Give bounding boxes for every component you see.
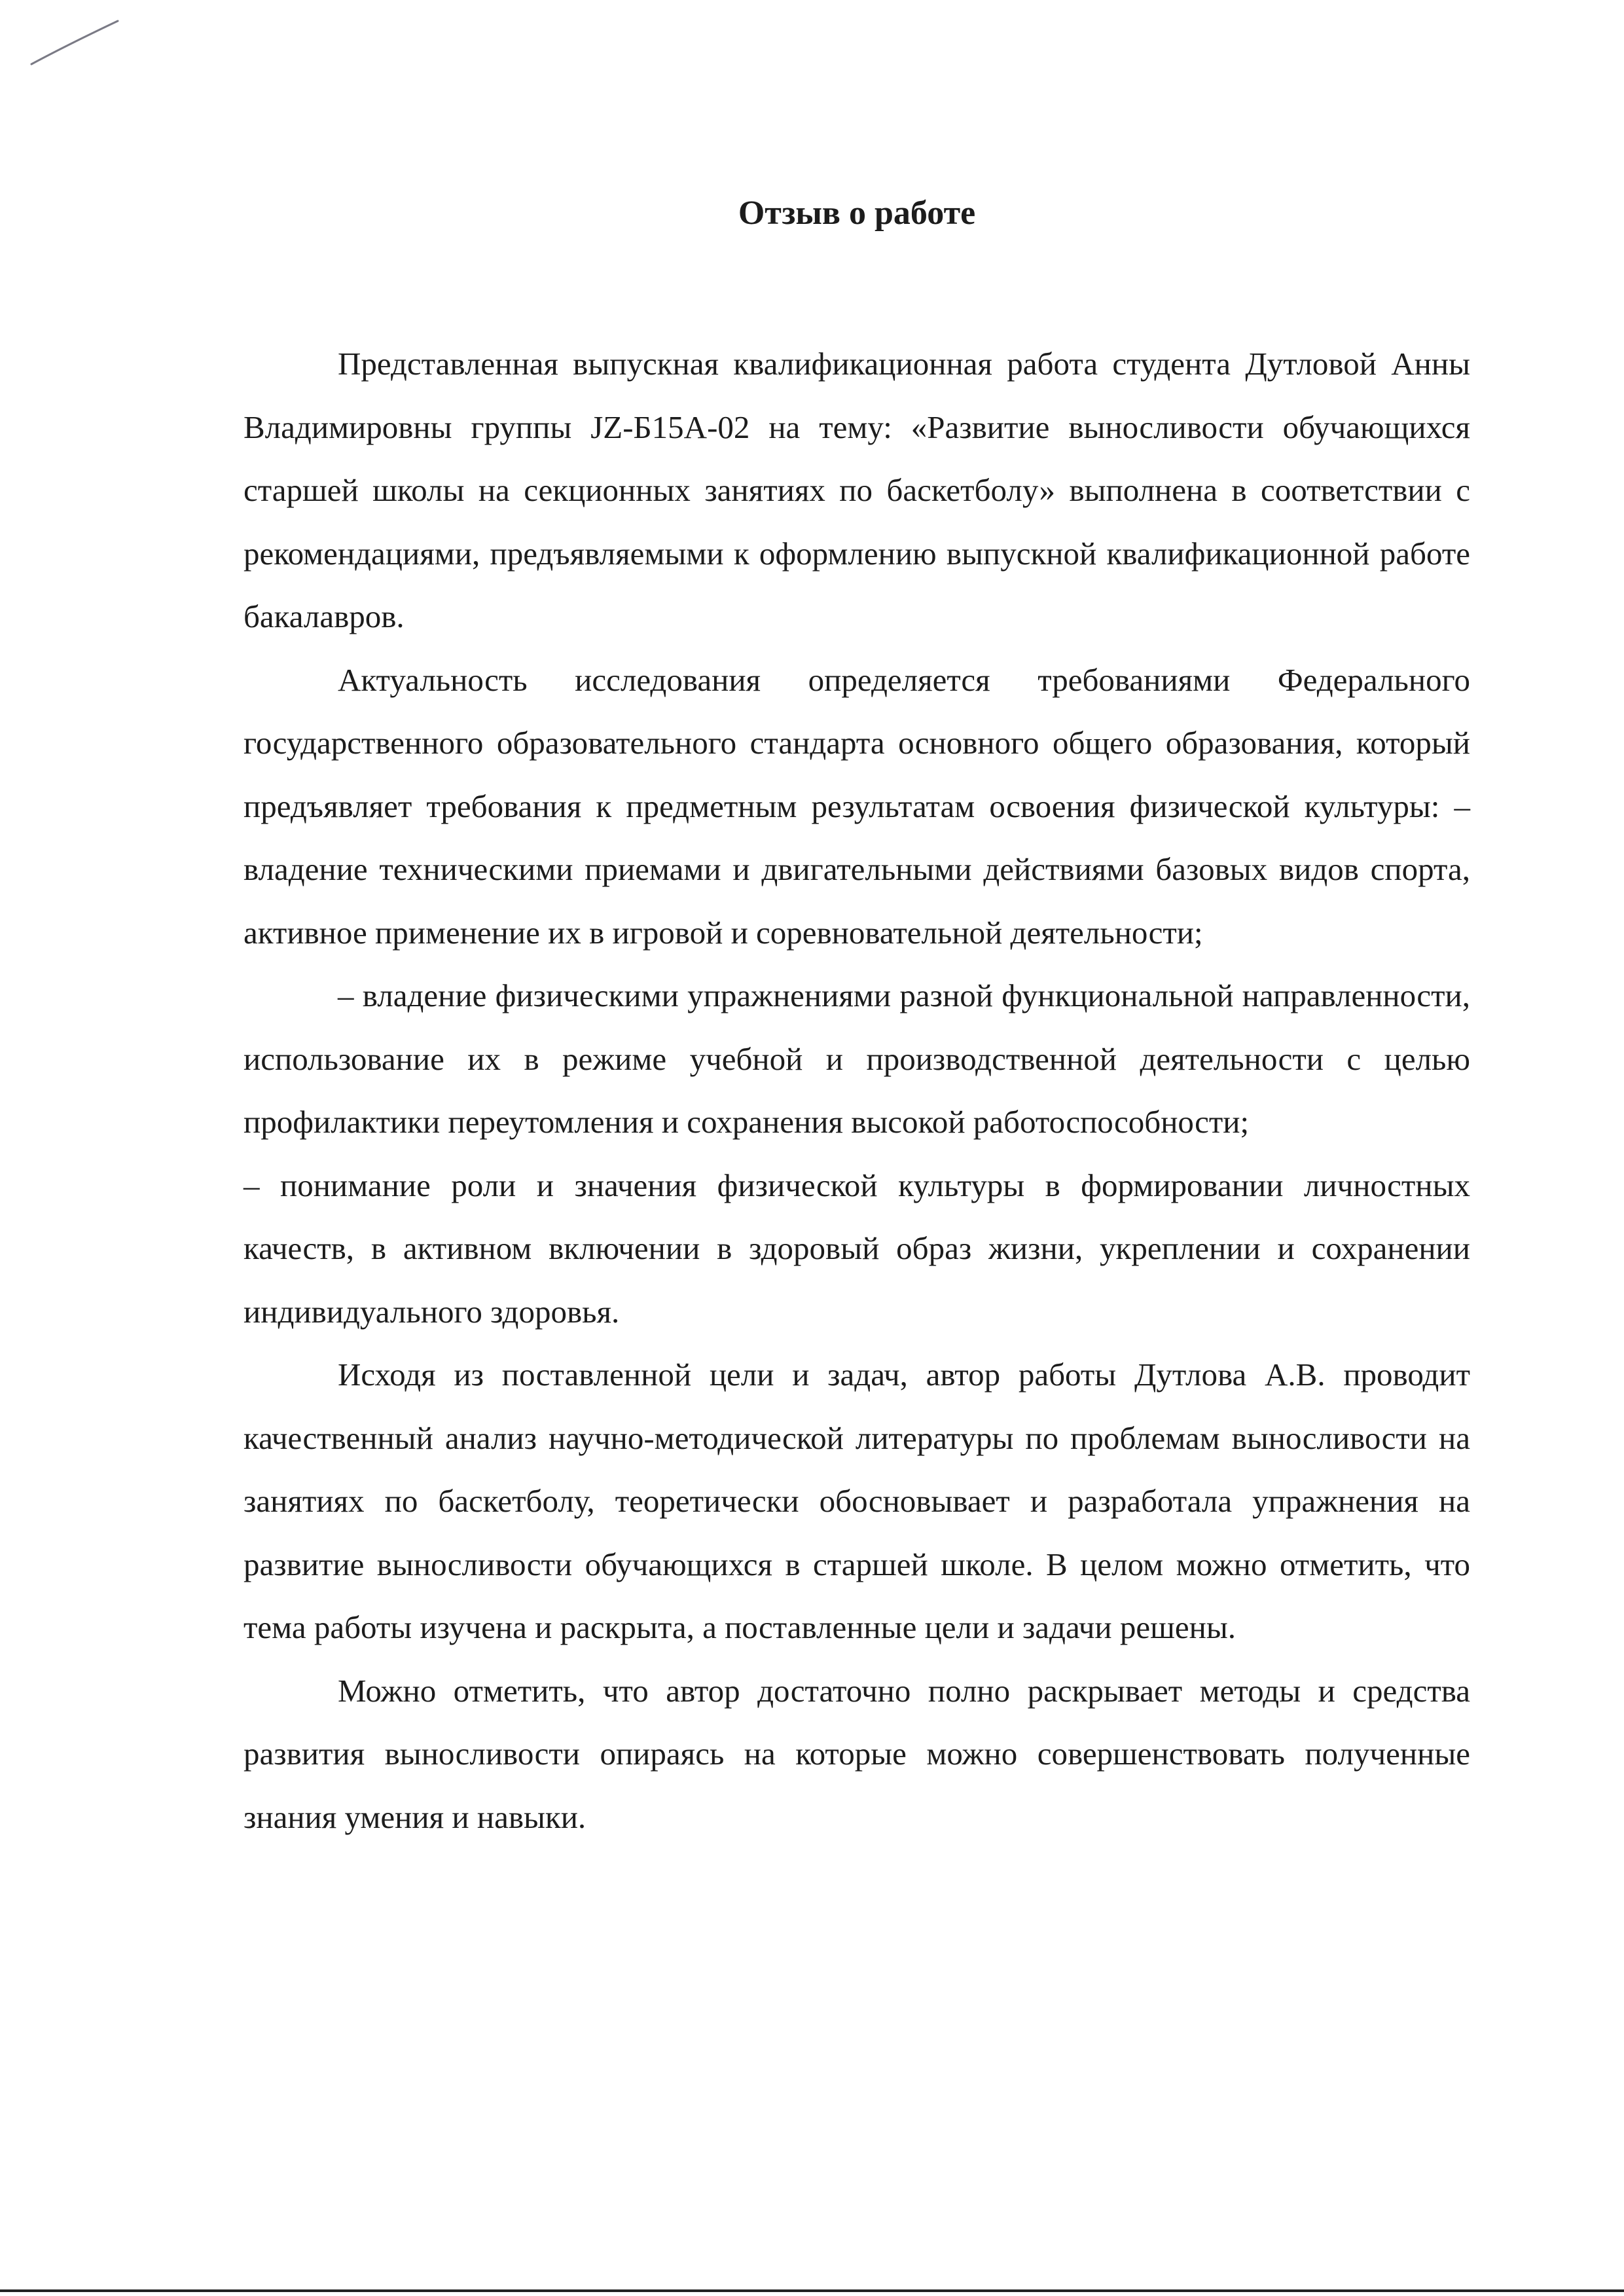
- paragraph-analysis: Исходя из поставленной цели и задач, автор работы Дутлова А.В. проводит качественный анализ научно-методической литературы по проблемам выносливости на занятиях по баскетболу, теоретически обосновывает и разработала упражнения на развитие выносливости обучающихся в старшей школе. В целом можно отметить, что тема работы изучена и раскрыта, а поставленные цели и задачи решены.: [244, 1357, 1470, 1645]
- paragraph-requirement-role: – понимание роли и значения физической культуры в формировании личностных качеств, в активном включении в здоровый образ жизни, укреплении и сохранении индивидуального здоровья.: [244, 1167, 1470, 1330]
- paragraph-requirement-exercises: – владение физическими упражнениями разной функциональной направленности, использование их в режиме учебной и производственной деятельности с целью профилактики переутомления и сохранения высокой работоспособности;: [244, 977, 1470, 1140]
- document-body: [244, 333, 1470, 1849]
- paragraph-relevance: Актуальность исследования определяется требованиями Федерального государственного образовательного стандарта основного общего образования, который предъявляет требования к предметным результатам освоения физической культуры: – владение техническими приемами и двигательными действиями базовых видов спорта, активное применение их в игровой и соревновательной деятельности;: [244, 661, 1470, 951]
- pen-stroke-mark: [29, 18, 127, 71]
- document-title: Отзыв о работе: [738, 194, 976, 232]
- scan-bottom-edge: [0, 2289, 1624, 2292]
- paragraph-conclusion: Можно отметить, что автор достаточно полно раскрывает методы и средства развития выносливости опираясь на которые можно совершенствовать полученные знания умения и навыки.: [244, 1672, 1470, 1835]
- paragraph-introduction: Представленная выпускная квалификационная работа студента Дутловой Анны Владимировны группы JZ-Б15А-02 на тему: «Развитие выносливости обучающихся старшей школы на секционных занятиях по баскетболу» выполнена в соответствии с рекомендациями, предъявляемыми к оформлению выпускной квалификационной работе бакалавров.: [244, 346, 1470, 634]
